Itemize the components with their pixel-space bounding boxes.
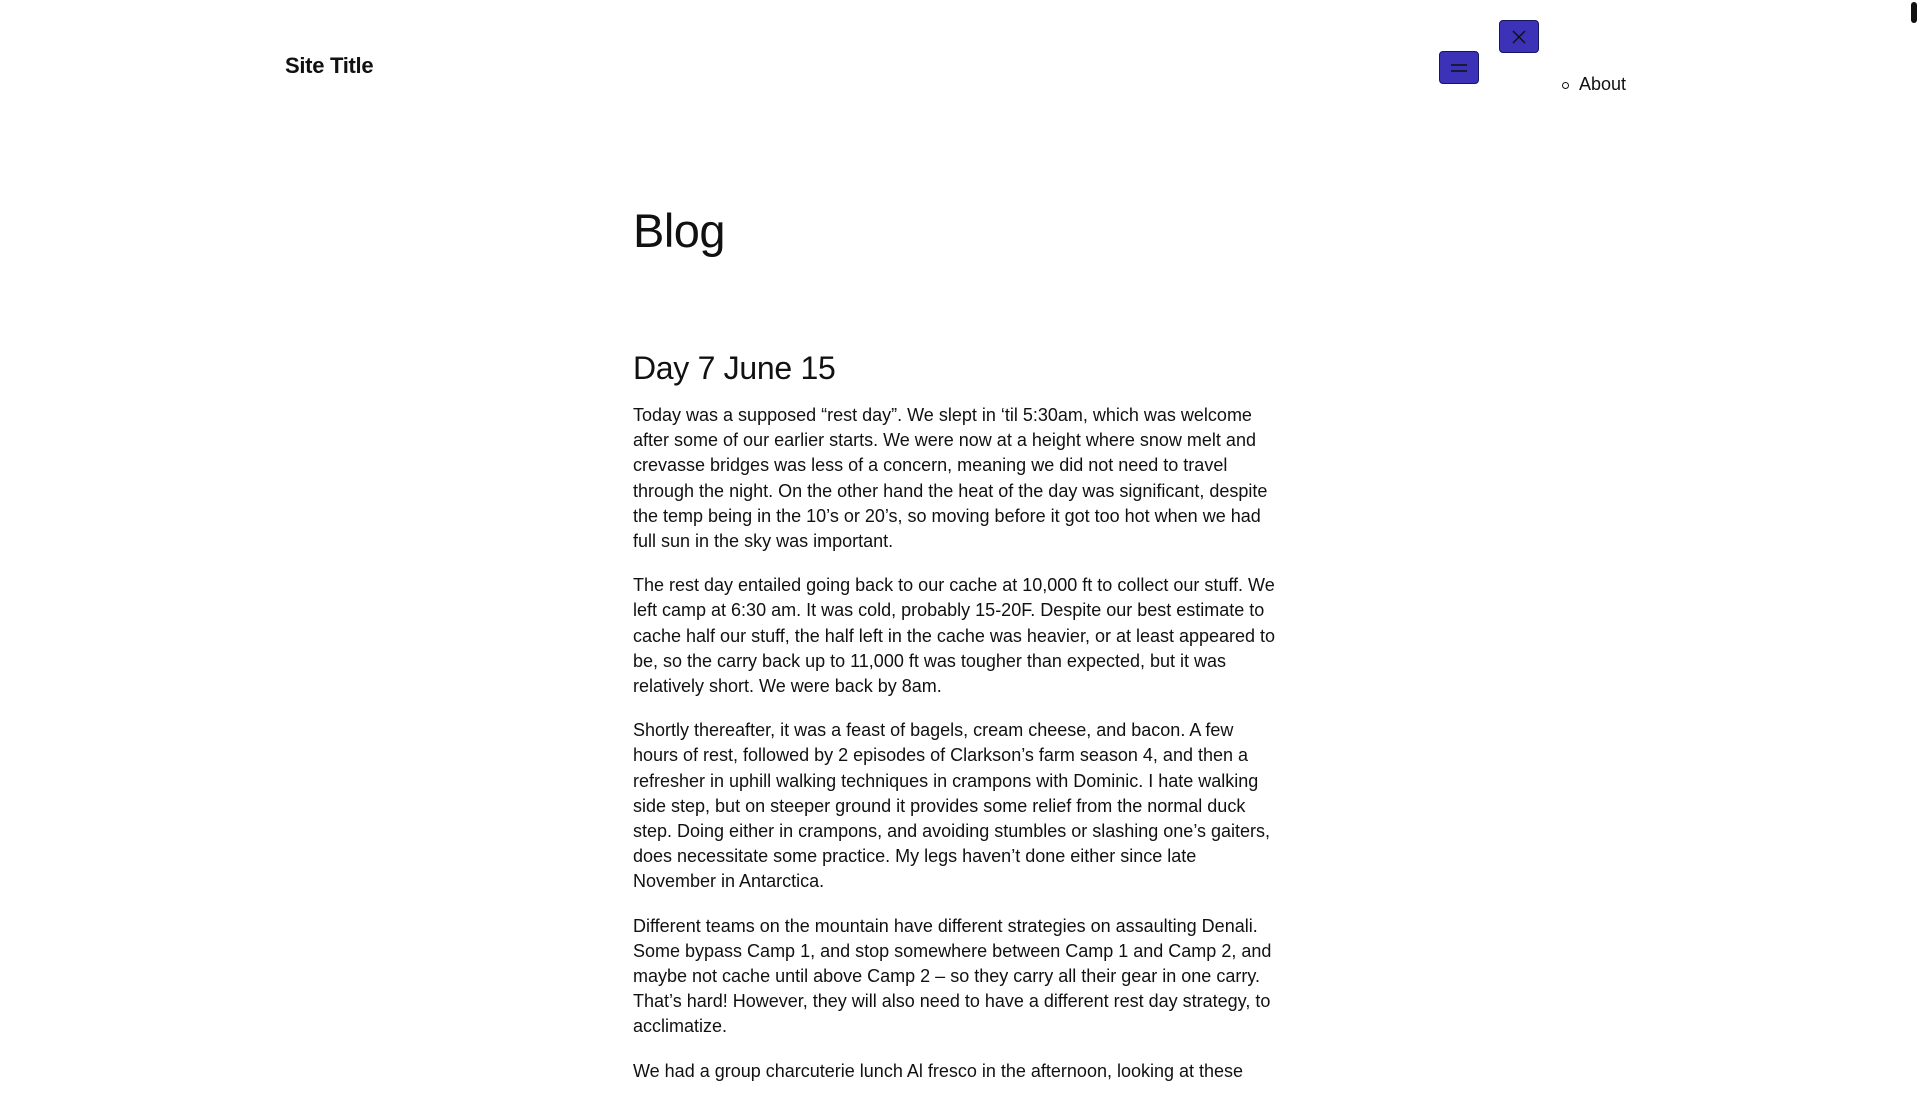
post-paragraph: Different teams on the mountain have different strategies on assaulting Denali. Some bypass Camp 1, and stop somewhere between Camp 1 and Camp 2, and maybe not cache until above Camp 2 – so they carry all their gear in one carry. That’s hard! However, they will also need to have a different rest day strategy, to acclimatize. xyxy=(633,915,1272,1037)
menu-icon xyxy=(1450,63,1468,73)
close-menu-button[interactable] xyxy=(1499,20,1539,53)
post-paragraph: Today was a supposed “rest day”. We slept in ‘til 5:30am, which was welcome after some of our earlier starts. We were now at a height where snow melt and crevasse bridges was less of a concern, meaning we did not need to travel through the night. On the other hand the heat of the day was significant, despite the temp being in the 10’s or 20’s, so moving before it got too hot when we had full sun in the sky was important. xyxy=(633,405,1268,552)
nav-item-about xyxy=(1562,71,1626,97)
post-title[interactable]: Day 7 June 15 xyxy=(633,350,836,386)
open-menu-button[interactable] xyxy=(1439,51,1479,84)
nav-link-about[interactable]: About xyxy=(1579,74,1627,94)
nav-list xyxy=(1562,71,1626,97)
post-body xyxy=(633,403,1278,1103)
post-paragraph: The rest day entailed going back to our cache at 10,000 ft to collect our stuff. We left camp at 6:30 am. It was cold, probably 15-20F. Despite our best estimate to cache half our stuff, the half left in the cache was heavier, or at least appeared to be, so the carry back up to 11,000 ft was tougher than expected, but it was relatively short. We were back by 8am. xyxy=(633,575,1276,697)
scrollbar-thumb[interactable] xyxy=(1911,2,1917,23)
page-title: Blog xyxy=(633,204,726,257)
site-title[interactable]: Site Title xyxy=(285,53,374,78)
post-paragraph: We had a group charcuterie lunch Al fresco in the afternoon, looking at these xyxy=(633,1060,1244,1081)
close-icon xyxy=(1511,29,1527,45)
post-paragraph: Shortly thereafter, it was a feast of bagels, cream cheese, and bacon. A few hours of rest, followed by 2 episodes of Clarkson’s farm season 4, and then a refresher in uphill walking techniques in crampons with Dominic. I hate walking side step, but on steeper ground it provides some relief from the normal duck step. Doing either in crampons, and avoiding stumbles or slashing one’s gaiters, does necessitate some practice. My legs haven’t done either since late November in Antarctica. xyxy=(633,720,1271,892)
